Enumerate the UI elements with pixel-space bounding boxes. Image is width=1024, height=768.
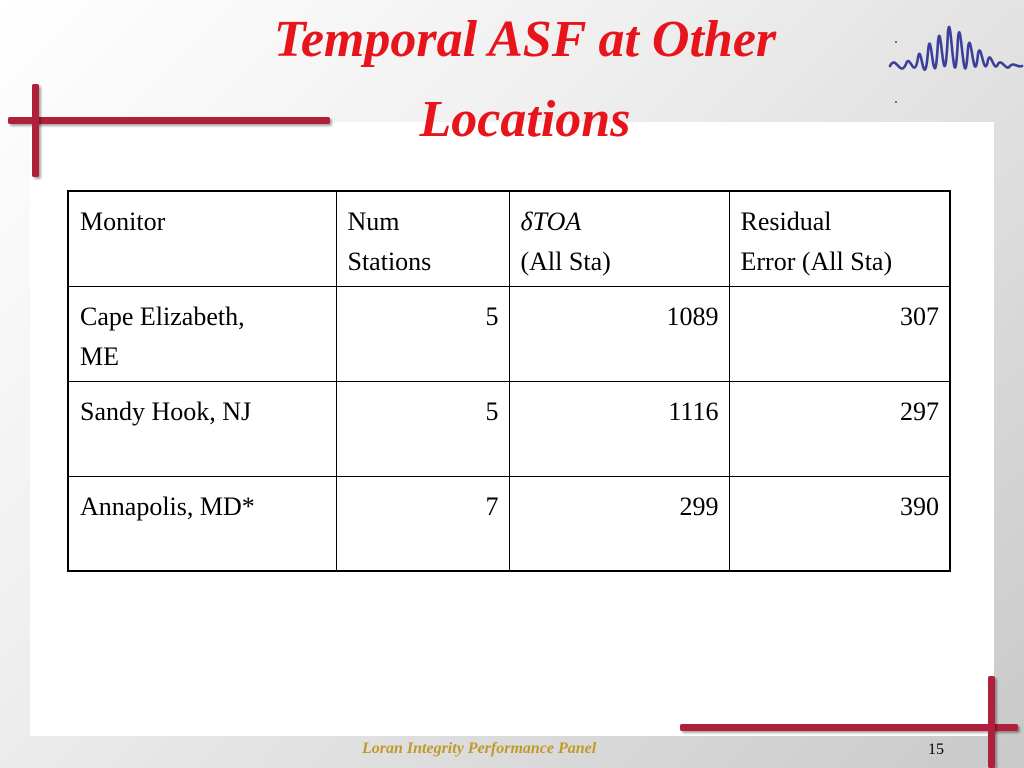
cell-residual-error: 297 (729, 381, 950, 476)
asf-table-container (67, 190, 951, 572)
footer-text: Loran Integrity Performance Panel (362, 740, 597, 757)
slide-title (140, 0, 910, 160)
cell-monitor (68, 286, 336, 381)
header-delta-toa-line1 (521, 207, 582, 236)
monitor-name-line2: ME (80, 341, 119, 371)
header-num-line2: Stations (347, 247, 432, 276)
header-delta-toa (509, 191, 729, 286)
table-header-row (68, 191, 950, 286)
crosshair-decoration-vertical (988, 676, 995, 768)
monitor-name-line1: Cape Elizabeth, (80, 301, 245, 331)
cell-delta-toa: 1116 (509, 381, 729, 476)
cell-num-stations: 7 (336, 476, 509, 571)
cell-monitor (68, 381, 336, 476)
header-num-line1: Num (347, 207, 400, 236)
header-num-stations (336, 191, 509, 286)
cell-monitor (68, 476, 336, 571)
cell-delta-toa: 1089 (509, 286, 729, 381)
cell-residual-error: 307 (729, 286, 950, 381)
cell-num-stations: 5 (336, 286, 509, 381)
header-residual-line2: Error (All Sta) (740, 247, 893, 276)
cell-num-stations: 5 (336, 381, 509, 476)
cell-delta-toa: 299 (509, 476, 729, 571)
cell-residual-error: 390 (729, 476, 950, 571)
table-row (68, 381, 950, 476)
delta-symbol: δ (520, 207, 533, 236)
crosshair-decoration-horizontal (680, 724, 1018, 731)
header-toa-label: TOA (532, 207, 582, 236)
header-residual-error (729, 191, 950, 286)
header-monitor-label: Monitor (80, 207, 166, 236)
page-number: 15 (928, 741, 944, 758)
header-toa-line2: (All Sta) (520, 247, 611, 276)
slide-title-line2: Locations (419, 91, 631, 148)
monitor-name-line1: Annapolis, MD* (80, 491, 255, 521)
table-row (68, 476, 950, 571)
table-row (68, 286, 950, 381)
crosshair-decoration-vertical (32, 84, 39, 177)
slide-title-line1: Temporal ASF at Other (273, 11, 777, 68)
asf-results-table (67, 190, 951, 572)
monitor-name-line1: Sandy Hook, NJ (80, 396, 252, 426)
header-monitor (68, 191, 336, 286)
header-residual-line1: Residual (740, 207, 832, 236)
